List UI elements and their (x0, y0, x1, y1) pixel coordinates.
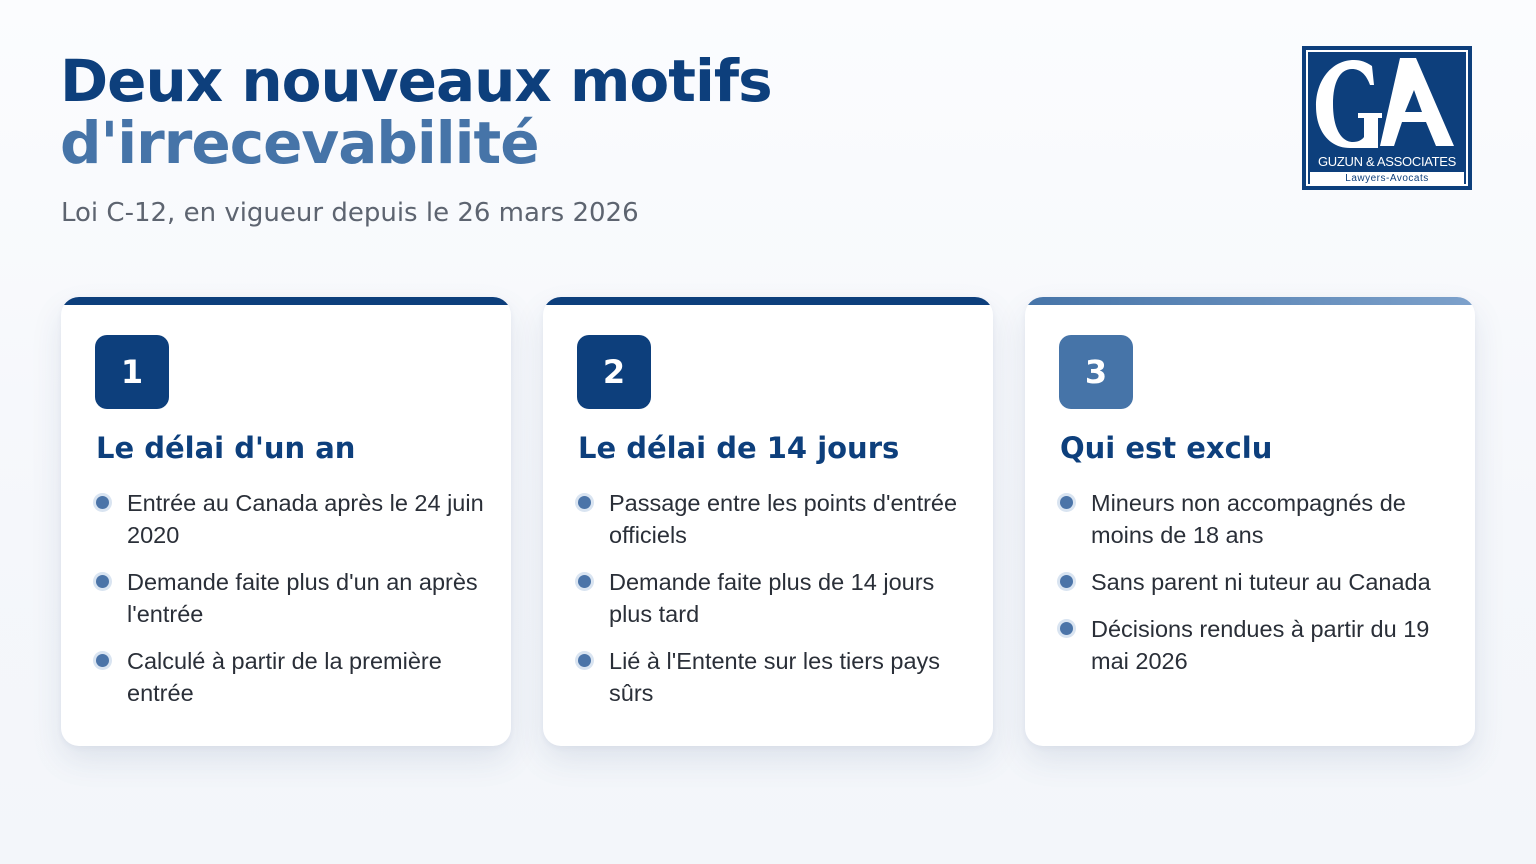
bullet-dot-icon (578, 575, 591, 588)
card-bullet-list (1060, 487, 1450, 692)
card-qui-est-exclu (1025, 297, 1475, 746)
list-item (578, 566, 968, 630)
list-item (578, 487, 968, 551)
logo-frame (1306, 50, 1468, 186)
card-number-badge: 2 (577, 335, 651, 409)
list-item-text: Passage entre les points d'entrée officiels (609, 490, 958, 548)
page-title-line-1: Deux nouveaux motifs (60, 47, 772, 115)
card-bullet-list (96, 487, 486, 724)
list-item-text: Demande faite plus d'un an après l'entrée (127, 569, 478, 627)
page-subtitle: Loi C-12, en vigueur depuis le 26 mars 2026 (61, 198, 639, 228)
bullet-dot-icon (1060, 575, 1073, 588)
card-title: Le délai de 14 jours (578, 431, 900, 465)
bullet-dot-icon (1060, 496, 1073, 509)
bullet-dot-icon (578, 654, 591, 667)
card-accent-bar (1025, 297, 1475, 305)
list-item-text: Entrée au Canada après le 24 juin 2020 (127, 490, 484, 548)
card-accent-bar (61, 297, 511, 305)
card-number-badge: 1 (95, 335, 169, 409)
list-item (1060, 487, 1450, 551)
card-accent-bar (543, 297, 993, 305)
list-item-text: Sans parent ni tuteur au Canada (1091, 569, 1431, 595)
card-title: Le délai d'un an (96, 431, 356, 465)
bullet-dot-icon (96, 496, 109, 509)
logo-tagline: Lawyers-Avocats (1310, 172, 1464, 186)
card-delai-un-an (61, 297, 511, 746)
bullet-dot-icon (96, 654, 109, 667)
list-item (578, 645, 968, 709)
list-item-text: Lié à l'Entente sur les tiers pays sûrs (609, 648, 941, 706)
bullet-dot-icon (96, 575, 109, 588)
list-item-text: Demande faite plus de 14 jours plus tard (609, 569, 935, 627)
list-item (1060, 566, 1450, 598)
list-item-text: Décisions rendues à partir du 19 mai 2026 (1091, 616, 1430, 674)
card-title: Qui est exclu (1060, 431, 1273, 465)
ga-monogram-icon (1308, 52, 1466, 152)
list-item (1060, 613, 1450, 677)
list-item (96, 566, 486, 630)
page-title-line-2: d'irrecevabilité (60, 109, 539, 177)
page-title (60, 47, 772, 177)
list-item (96, 487, 486, 551)
card-bullet-list (578, 487, 968, 724)
logo-firm-name: GUZUN & ASSOCIATES (1317, 154, 1457, 169)
bullet-dot-icon (578, 496, 591, 509)
bullet-dot-icon (1060, 622, 1073, 635)
list-item (96, 645, 486, 709)
firm-logo (1302, 46, 1472, 190)
list-item-text: Calculé à partir de la première entrée (127, 648, 442, 706)
card-delai-14-jours (543, 297, 993, 746)
list-item-text: Mineurs non accompagnés de moins de 18 ans (1091, 490, 1406, 548)
card-number-badge: 3 (1059, 335, 1133, 409)
